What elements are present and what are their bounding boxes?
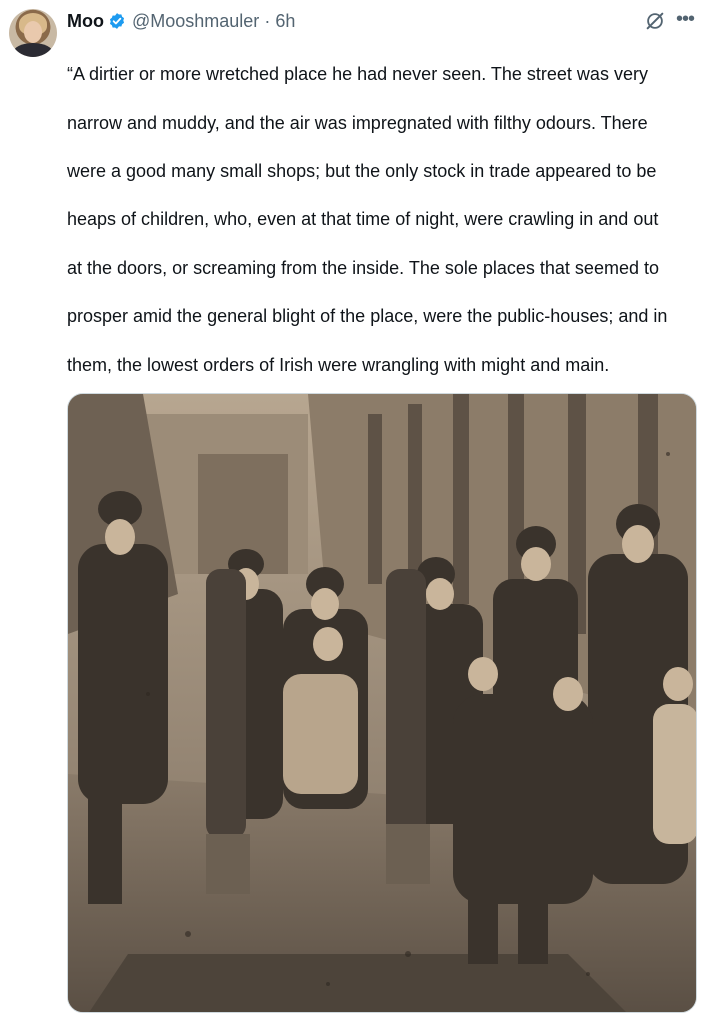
verified-badge-icon — [108, 12, 126, 30]
author-handle[interactable]: @Mooshmauler — [131, 10, 260, 31]
quote-line: “A dirtier or more wretched place he had never seen. The street was very — [67, 64, 648, 85]
tweet-time[interactable]: 6h — [275, 10, 296, 31]
sepia-photo-illustration — [68, 394, 697, 1013]
grok-icon[interactable] — [644, 10, 666, 32]
tweet-header — [67, 9, 295, 33]
quote-line: were a good many small shops; but the only stock in trade appeared to be — [67, 161, 657, 182]
quote-line: heaps of children, who, even at that time of night, were crawling in and out — [67, 209, 659, 230]
avatar-face — [24, 21, 42, 43]
avatar[interactable] — [9, 9, 57, 57]
quote-line: at the doors, or screaming from the inside. The sole places that seemed to — [67, 257, 659, 278]
quote-line: them, the lowest orders of Irish were wrangling with might and main. — [67, 354, 610, 375]
quote-line: narrow and muddy, and the air was impregnated with filthy odours. There — [67, 112, 648, 133]
tweet-photo[interactable] — [67, 393, 697, 1013]
more-options-icon[interactable]: ••• — [676, 8, 695, 30]
quote-line: prosper amid the general blight of the place, were the public-houses; and in — [67, 306, 668, 327]
separator-dot: · — [264, 10, 271, 31]
author-name[interactable]: Moo — [67, 10, 104, 31]
avatar-suit — [13, 43, 53, 57]
